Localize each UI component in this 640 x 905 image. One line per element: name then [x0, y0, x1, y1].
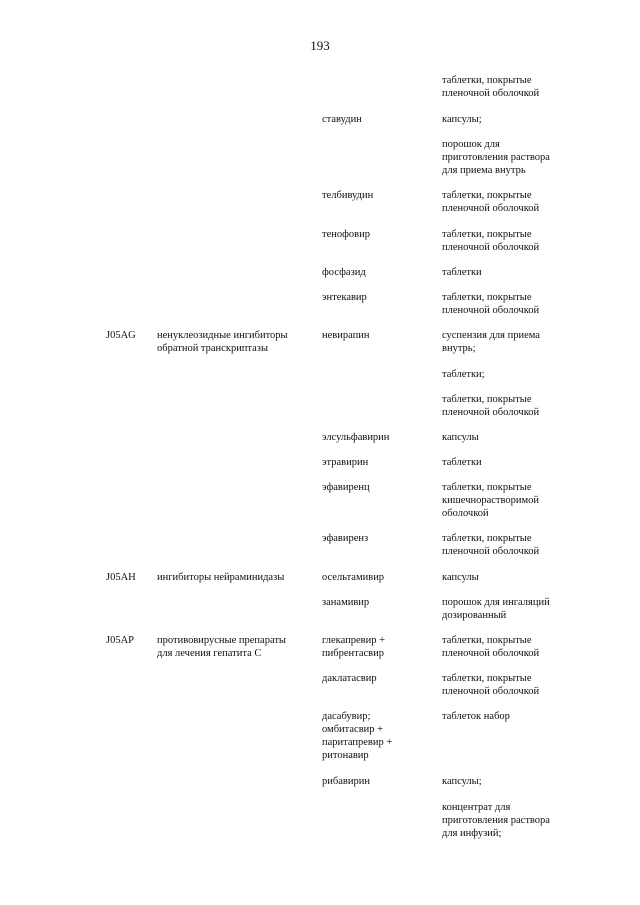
atc-code-text: J05AG	[106, 330, 136, 341]
drug-name-line: рибавирин	[322, 776, 370, 787]
dosage-form-line: таблетки	[442, 457, 482, 468]
dosage-form	[442, 291, 576, 317]
drug-name-line: осельтамивир	[322, 572, 385, 583]
dosage-form	[442, 74, 576, 100]
dosage-form-line: таблетки, покрытые	[442, 394, 532, 405]
pharmacological-group-line: ненуклеозидные ингибиторы	[157, 330, 288, 341]
pharmacological-group-line: ингибиторы нейраминидазы	[157, 572, 285, 583]
dosage-form-line: порошок для ингаляций	[442, 597, 550, 608]
dosage-form-line: суспензия для приема	[442, 330, 540, 341]
pharmacological-group-line: обратной транскриптазы	[157, 343, 269, 354]
dosage-form-line: внутрь;	[442, 343, 476, 354]
atc-code	[106, 634, 150, 647]
drug-name	[322, 710, 434, 762]
atc-code	[106, 571, 150, 584]
dosage-form	[442, 456, 576, 469]
drug-name	[322, 329, 434, 342]
drug-name	[322, 431, 434, 444]
dosage-form	[442, 710, 576, 723]
dosage-form-line: дозированный	[442, 610, 507, 621]
dosage-form	[442, 368, 576, 381]
dosage-form-line: таблетки, покрытые	[442, 533, 532, 544]
drug-name	[322, 672, 434, 685]
dosage-form-line: капсулы;	[442, 776, 482, 787]
dosage-form-line: таблетки, покрытые	[442, 482, 532, 493]
dosage-form-line: таблетки, покрытые	[442, 673, 532, 684]
atc-code-text: J05AH	[106, 572, 136, 583]
atc-code-text: J05AP	[106, 635, 135, 646]
dosage-form-line: пленочной оболочкой	[442, 88, 540, 99]
dosage-form-line: пленочной оболочкой	[442, 407, 540, 418]
dosage-form-line: для приема внутрь	[442, 165, 526, 176]
drug-name-line: этравирин	[322, 457, 369, 468]
drug-name-line: пибрентасвир	[322, 648, 384, 659]
dosage-form-line: для инфузий;	[442, 828, 502, 839]
dosage-form-line: оболочкой	[442, 508, 489, 519]
drug-name-line: ставудин	[322, 114, 362, 125]
dosage-form	[442, 138, 576, 177]
pharmacological-group	[157, 634, 317, 660]
dosage-form-line: пленочной оболочкой	[442, 305, 540, 316]
drug-name-line: тенофовир	[322, 229, 370, 240]
drug-name-line: глекапревир +	[322, 635, 386, 646]
drug-name	[322, 228, 434, 241]
dosage-form-line: капсулы;	[442, 114, 482, 125]
dosage-form	[442, 431, 576, 444]
drug-name-line: даклатасвир	[322, 673, 377, 684]
dosage-form-line: пленочной оболочкой	[442, 686, 540, 697]
dosage-form	[442, 801, 576, 840]
dosage-form	[442, 775, 576, 788]
dosage-form	[442, 481, 576, 520]
dosage-form-line: таблетки, покрытые	[442, 292, 532, 303]
dosage-form	[442, 266, 576, 279]
dosage-form-line: приготовления раствора	[442, 152, 550, 163]
dosage-form	[442, 329, 576, 355]
pharmacological-group-line: противовирусные препараты	[157, 635, 286, 646]
drug-name-line: энтекавир	[322, 292, 367, 303]
drug-name-line: занамивир	[322, 597, 370, 608]
pharmacological-group	[157, 571, 317, 584]
dosage-form-line: приготовления раствора	[442, 815, 550, 826]
drug-name	[322, 634, 434, 660]
drug-name	[322, 571, 434, 584]
drug-name-line: паритапревир +	[322, 737, 393, 748]
drug-name	[322, 532, 434, 545]
drug-name	[322, 775, 434, 788]
drug-name-line: фосфазид	[322, 267, 366, 278]
drug-name	[322, 596, 434, 609]
dosage-form	[442, 532, 576, 558]
dosage-form-line: капсулы	[442, 572, 479, 583]
dosage-form	[442, 634, 576, 660]
pharmacological-group-line: для лечения гепатита C	[157, 648, 262, 659]
dosage-form-line: таблетки, покрытые	[442, 229, 532, 240]
dosage-form-line: пленочной оболочкой	[442, 648, 540, 659]
drug-name-line: омбитасвир +	[322, 724, 384, 735]
dosage-form	[442, 596, 576, 622]
pharmacological-group	[157, 329, 317, 355]
dosage-form-line: пленочной оболочкой	[442, 546, 540, 557]
drug-name-line: невирапин	[322, 330, 370, 341]
dosage-form-line: кишечнорастворимой	[442, 495, 540, 506]
drug-name	[322, 291, 434, 304]
drug-name	[322, 456, 434, 469]
dosage-form-line: капсулы	[442, 432, 479, 443]
dosage-form-line: концентрат для	[442, 802, 511, 813]
dosage-form-line: таблетки;	[442, 369, 485, 380]
dosage-form-line: таблеток набор	[442, 711, 510, 722]
drug-name	[322, 113, 434, 126]
dosage-form	[442, 228, 576, 254]
dosage-form-line: пленочной оболочкой	[442, 242, 540, 253]
dosage-form	[442, 672, 576, 698]
drug-name	[322, 189, 434, 202]
drug-name	[322, 481, 434, 494]
drug-name-line: элсульфавирин	[322, 432, 390, 443]
drug-name-line: эфавиренц	[322, 482, 370, 493]
dosage-form-line: таблетки, покрытые	[442, 635, 532, 646]
dosage-form-line: порошок для	[442, 139, 500, 150]
drug-name-line: ритонавир	[322, 750, 369, 761]
dosage-form	[442, 189, 576, 215]
dosage-form-line: таблетки	[442, 267, 482, 278]
atc-code	[106, 329, 150, 342]
page-number: 193	[310, 38, 330, 53]
dosage-form-line: таблетки, покрытые	[442, 75, 532, 86]
dosage-form-line: таблетки, покрытые	[442, 190, 532, 201]
dosage-form	[442, 393, 576, 419]
drug-name-line: эфавиренз	[322, 533, 369, 544]
drug-name	[322, 266, 434, 279]
drug-name-line: дасабувир;	[322, 711, 371, 722]
dosage-form-line: пленочной оболочкой	[442, 203, 540, 214]
drug-name-line: телбивудин	[322, 190, 374, 201]
dosage-form	[442, 571, 576, 584]
dosage-form	[442, 113, 576, 126]
